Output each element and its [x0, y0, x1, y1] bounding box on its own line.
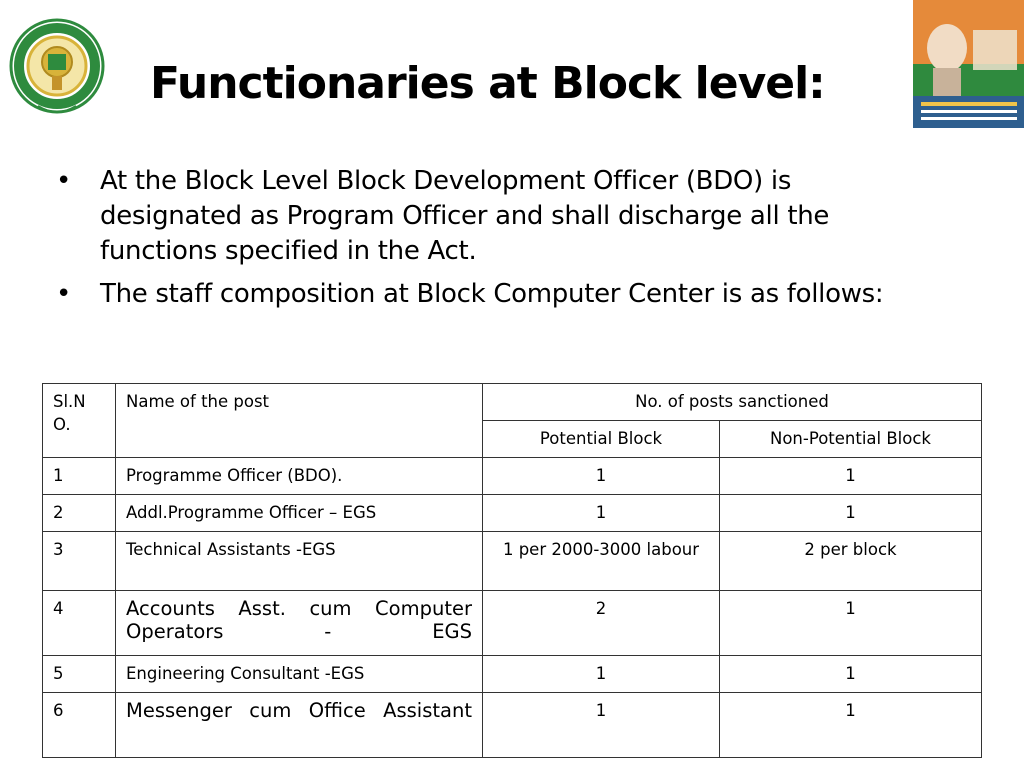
cell-potential: 1	[483, 495, 720, 532]
cell-potential: 1	[483, 656, 720, 693]
table-row	[43, 532, 982, 591]
staff-table	[42, 383, 982, 758]
header-posts-sanctioned: No. of posts sanctioned	[483, 384, 982, 421]
cell-non-potential: 1	[720, 458, 982, 495]
cell-non-potential: 1	[720, 495, 982, 532]
cell-sl: 4	[43, 591, 116, 656]
header-potential-block: Potential Block	[483, 421, 720, 458]
cell-sl: 2	[43, 495, 116, 532]
header-post-name: Name of the post	[116, 384, 483, 458]
cell-potential: 1	[483, 693, 720, 758]
bullet-text: At the Block Level Block Development Officer (BDO) is designated as Program Officer and shall discharge all the functions specified in the Act.	[100, 166, 830, 266]
government-seal-icon	[8, 14, 106, 124]
bullet-item	[56, 164, 920, 269]
cell-post: Messenger cum Office Assistant	[116, 693, 483, 758]
cell-potential: 1 per 2000-3000 labour	[483, 532, 720, 591]
cell-sl: 6	[43, 693, 116, 758]
table-row	[43, 591, 982, 656]
bullet-item	[56, 277, 920, 312]
cell-post: Engineering Consultant -EGS	[116, 656, 483, 693]
bullet-dot-icon: •	[56, 279, 72, 309]
cell-sl: 1	[43, 458, 116, 495]
bullet-text: The staff composition at Block Computer Center is as follows:	[100, 279, 884, 309]
cell-non-potential: 2 per block	[720, 532, 982, 591]
table-row	[43, 656, 982, 693]
cell-non-potential: 1	[720, 693, 982, 758]
table-row	[43, 693, 982, 758]
bullet-list	[56, 164, 920, 320]
cell-post: Technical Assistants -EGS	[116, 532, 483, 591]
mahatma-gandhi-nrega-logo-icon	[913, 0, 1024, 128]
table-header-row	[43, 384, 982, 421]
table-row	[43, 458, 982, 495]
cell-sl: 5	[43, 656, 116, 693]
bullet-dot-icon: •	[56, 166, 72, 196]
cell-non-potential: 1	[720, 591, 982, 656]
cell-post: Addl.Programme Officer – EGS	[116, 495, 483, 532]
cell-post: Programme Officer (BDO).	[116, 458, 483, 495]
government-seal-logo	[8, 14, 106, 124]
cell-post: Accounts Asst. cum Computer Operators - EGS	[116, 591, 483, 656]
cell-non-potential: 1	[720, 656, 982, 693]
cell-potential: 1	[483, 458, 720, 495]
cell-potential: 2	[483, 591, 720, 656]
cell-sl: 3	[43, 532, 116, 591]
header-sl-no: Sl.N O.	[43, 384, 116, 458]
header-non-potential-block: Non-Potential Block	[720, 421, 982, 458]
page-title: Functionaries at Block level:	[150, 58, 825, 109]
table-row	[43, 495, 982, 532]
nrega-logo	[913, 0, 1024, 128]
